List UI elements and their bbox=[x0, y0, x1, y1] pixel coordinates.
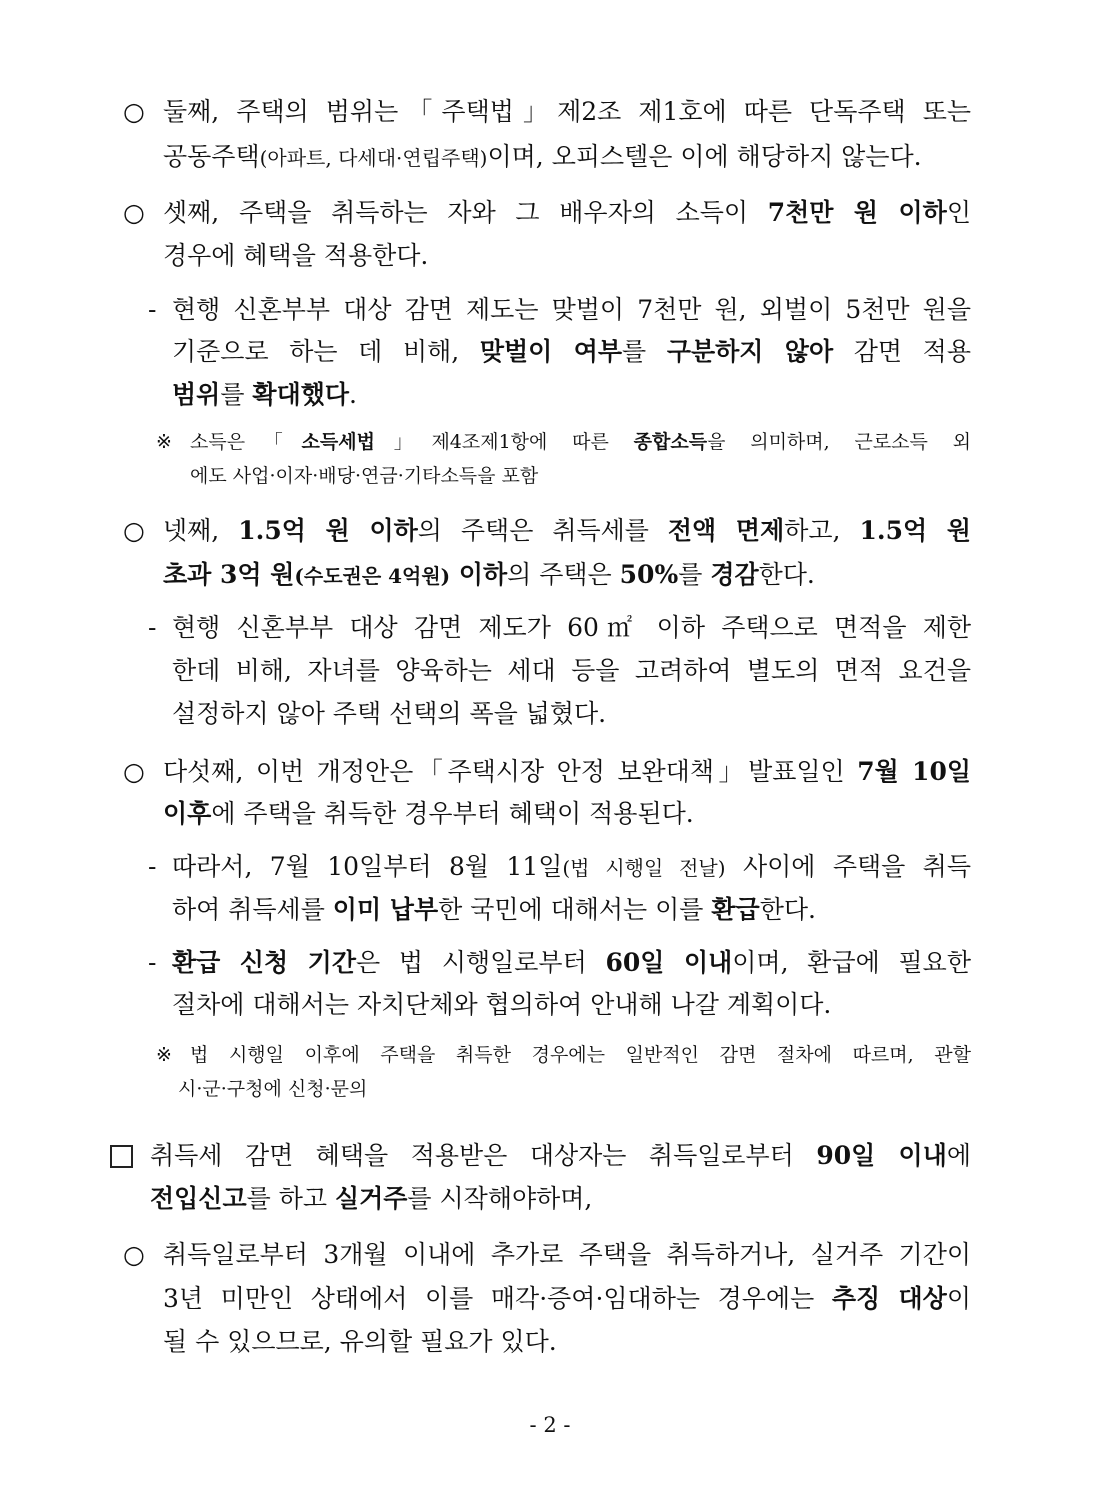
text-line: 전입신고를 하고 실거주를 시작해야하며, bbox=[150, 1184, 593, 1213]
text-line: 다섯째, 이번 개정안은「주택시장 안정 보완대책」발표일인 7월 10일 bbox=[163, 757, 971, 786]
text-line: 현행 신혼부부 대상 감면 제도는 맞벌이 7천만 원, 외벌이 5천만 원을 bbox=[172, 295, 971, 324]
circle-bullet: ○ bbox=[123, 757, 145, 786]
page-number: - 2 - bbox=[529, 1413, 571, 1437]
text-line: 따라서, 7월 10일부터 8월 11일(법 시행일 전날) 사이에 주택을 취득 bbox=[172, 852, 971, 881]
text-line: 취득일로부터 3개월 이내에 추가로 주택을 취득하거나, 실거주 기간이 bbox=[163, 1240, 971, 1269]
checkbox-square-icon bbox=[110, 1145, 133, 1168]
text-line: 한데 비해, 자녀를 양육하는 세대 등을 고려하여 별도의 면적 요건을 bbox=[172, 656, 971, 685]
text-line: 설정하지 않아 주택 선택의 폭을 넓혔다. bbox=[172, 699, 607, 728]
text-line: 둘째, 주택의 범위는「주택법」제2조 제1호에 따른 단독주택 또는 bbox=[163, 97, 971, 126]
text-line: 이후에 주택을 취득한 경우부터 혜택이 적용된다. bbox=[163, 799, 694, 828]
circle-bullet: ○ bbox=[123, 516, 145, 545]
text-line: 범위를 확대했다. bbox=[172, 380, 357, 409]
text-line: 시·군·구청에 신청·문의 bbox=[178, 1078, 368, 1100]
text-line: 경우에 혜택을 적용한다. bbox=[163, 241, 429, 270]
text-line: 현행 신혼부부 대상 감면 제도가 60㎡ 이하 주택으로 면적을 제한 bbox=[172, 613, 971, 642]
reference-mark: ※ bbox=[156, 1044, 172, 1066]
circle-bullet: ○ bbox=[123, 1240, 145, 1269]
text-line: 될 수 있으므로, 유의할 필요가 있다. bbox=[163, 1327, 557, 1356]
dash-bullet: - bbox=[148, 852, 157, 881]
text-line: 초과 3억 원(수도권은 4억원) 이하의 주택은 50%를 경감한다. bbox=[163, 560, 815, 589]
text-line: 법 시행일 이후에 주택을 취득한 경우에는 일반적인 감면 절차에 따르며, 관할 bbox=[190, 1044, 971, 1066]
dash-bullet: - bbox=[148, 948, 157, 977]
text-line: 공동주택(아파트, 다세대·연립주택)이며, 오피스텔은 이에 해당하지 않는다. bbox=[163, 142, 922, 171]
dash-bullet: - bbox=[148, 613, 157, 642]
text-line: 기준으로 하는 데 비해, 맞벌이 여부를 구분하지 않아 감면 적용 bbox=[172, 337, 971, 366]
reference-mark: ※ bbox=[156, 431, 172, 453]
text-line: 취득세 감면 혜택을 적용받은 대상자는 취득일로부터 90일 이내에 bbox=[150, 1141, 972, 1170]
text-line: 하여 취득세를 이미 납부한 국민에 대해서는 이를 환급한다. bbox=[172, 895, 816, 924]
text-line: 절차에 대해서는 자치단체와 협의하여 안내해 나갈 계획이다. bbox=[172, 990, 832, 1019]
text-line: 에도 사업·이자·배당·연금·기타소득을 포함 bbox=[190, 465, 539, 487]
text-line: 넷째, 1.5억 원 이하의 주택은 취득세를 전액 면제하고, 1.5억 원 bbox=[163, 516, 971, 545]
circle-bullet: ○ bbox=[123, 198, 145, 227]
text-line: 3년 미만인 상태에서 이를 매각·증여·임대하는 경우에는 추징 대상이 bbox=[163, 1284, 971, 1313]
text-line: 소득은「소득세법」제4조제1항에 따른 종합소득을 의미하며, 근로소득 외 bbox=[190, 431, 972, 453]
text-line: 환급 신청 기간은 법 시행일로부터 60일 이내이며, 환급에 필요한 bbox=[172, 948, 971, 977]
dash-bullet: - bbox=[148, 295, 157, 324]
text-line: 셋째, 주택을 취득하는 자와 그 배우자의 소득이 7천만 원 이하인 bbox=[163, 198, 971, 227]
circle-bullet: ○ bbox=[123, 97, 145, 126]
